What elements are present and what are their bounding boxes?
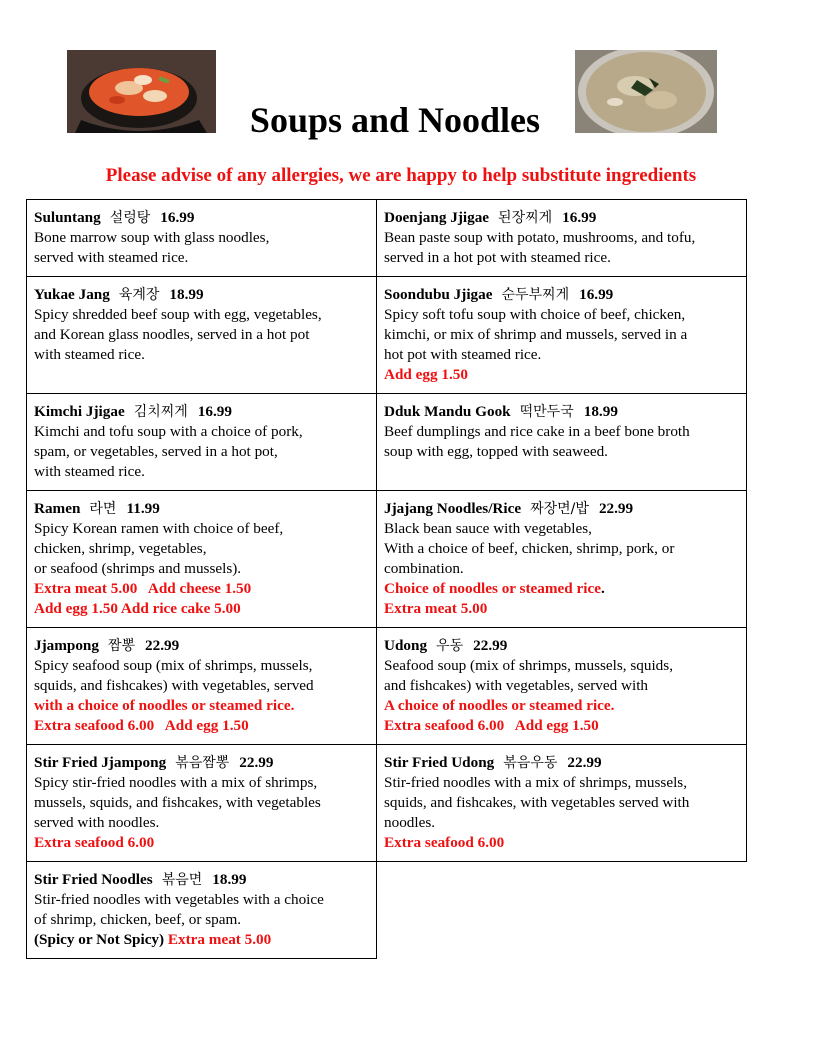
item-name: Yukae Jang bbox=[34, 286, 110, 303]
menu-row bbox=[26, 628, 748, 745]
item-name: Doenjang Jjigae bbox=[384, 209, 490, 226]
item-korean-name: 볶음면 bbox=[161, 872, 203, 888]
item-price: 16.99 bbox=[562, 209, 597, 226]
item-description: Stir-fried noodles with a mix of shrimps, mussels, bbox=[384, 774, 688, 791]
item-extra: Extra meat 5.00 bbox=[167, 931, 272, 948]
item-extra: Extra meat 5.00 Add cheese 1.50 bbox=[34, 580, 252, 597]
item-description: Bone marrow soup with glass noodles, bbox=[34, 229, 270, 246]
item-korean-name: 볶음짬뽕 bbox=[175, 755, 230, 771]
item-description: Spicy Korean ramen with choice of beef, bbox=[34, 520, 284, 537]
menu-item-kimchi-jjigae bbox=[26, 393, 377, 491]
item-korean-name: 떡만두국 bbox=[519, 404, 574, 420]
item-description: Spicy stir-fried noodles with a mix of shrimps, bbox=[34, 774, 318, 791]
item-description: soup with egg, topped with seaweed. bbox=[384, 443, 608, 460]
menu-item-stir-fried-udong bbox=[376, 744, 747, 862]
item-description: Spicy shredded beef soup with egg, vegetables, bbox=[34, 306, 322, 323]
menu-item-soondubu-jjigae bbox=[376, 276, 747, 394]
item-price: 18.99 bbox=[169, 286, 204, 303]
item-description: of shrimp, chicken, beef, or spam. bbox=[34, 911, 242, 928]
item-price: 18.99 bbox=[583, 403, 618, 420]
menu-row bbox=[26, 199, 748, 277]
item-name: Stir Fried Udong bbox=[384, 754, 495, 771]
item-name: Dduk Mandu Gook bbox=[384, 403, 511, 420]
item-extra: Extra seafood 6.00 Add egg 1.50 bbox=[384, 717, 599, 734]
item-extra: A choice of noodles or steamed rice. bbox=[384, 697, 615, 714]
item-korean-name: 설렁탕 bbox=[109, 210, 151, 226]
menu-item-udong bbox=[376, 627, 747, 745]
item-description: combination. bbox=[384, 560, 464, 577]
item-description: chicken, shrimp, vegetables, bbox=[34, 540, 207, 557]
item-description: Stir-fried noodles with vegetables with a choice bbox=[34, 891, 324, 908]
menu-row bbox=[26, 277, 748, 394]
item-korean-name: 육계장 bbox=[118, 287, 160, 303]
item-korean-name: 라면 bbox=[89, 501, 117, 517]
menu-item-suluntang bbox=[26, 199, 377, 277]
menu-row bbox=[26, 745, 748, 862]
item-price: 18.99 bbox=[212, 871, 247, 888]
item-name: Jjajang Noodles/Rice bbox=[384, 500, 522, 517]
item-description: spam, or vegetables, served in a hot pot, bbox=[34, 443, 278, 460]
item-extra: Extra meat 5.00 bbox=[384, 600, 488, 617]
item-description: Seafood soup (mix of shrimps, mussels, squids, bbox=[384, 657, 673, 674]
item-description: or seafood (shrimps and mussels). bbox=[34, 560, 242, 577]
item-description: hot pot with steamed rice. bbox=[384, 346, 542, 363]
item-description: and Korean glass noodles, served in a hot pot bbox=[34, 326, 310, 343]
item-name: Ramen bbox=[34, 500, 81, 517]
menu-grid bbox=[26, 199, 748, 959]
page-title: Soups and Noodles bbox=[249, 100, 541, 140]
item-price: 16.99 bbox=[197, 403, 232, 420]
item-description: served with steamed rice. bbox=[34, 249, 189, 266]
item-description: With a choice of beef, chicken, shrimp, pork, or bbox=[384, 540, 675, 557]
item-description: kimchi, or mix of shrimp and mussels, served in a bbox=[384, 326, 688, 343]
menu-item-doenjang-jjigae bbox=[376, 199, 747, 277]
item-price: 22.99 bbox=[239, 754, 274, 771]
item-korean-name: 볶음우동 bbox=[503, 755, 558, 771]
menu-row bbox=[26, 394, 748, 491]
item-korean-name: 순두부찌게 bbox=[501, 287, 570, 303]
menu-item-dduk-mandu-gook bbox=[376, 393, 747, 491]
item-korean-name: 우동 bbox=[436, 638, 464, 654]
item-description: with steamed rice. bbox=[34, 346, 145, 363]
item-description: Bean paste soup with potato, mushrooms, and tofu, bbox=[384, 229, 696, 246]
item-price: 16.99 bbox=[160, 209, 195, 226]
item-description: and fishcakes) with vegetables, served with bbox=[384, 677, 649, 694]
item-description: served in a hot pot with steamed rice. bbox=[384, 249, 611, 266]
item-price: 22.99 bbox=[145, 637, 180, 654]
item-extra: Add egg 1.50 bbox=[384, 366, 468, 383]
item-name: Jjampong bbox=[34, 637, 99, 654]
item-price: 22.99 bbox=[473, 637, 508, 654]
item-price: 22.99 bbox=[598, 500, 634, 517]
item-name: Soondubu Jjigae bbox=[384, 286, 493, 303]
item-note: (Spicy or Not Spicy) bbox=[34, 931, 165, 948]
item-price: 16.99 bbox=[579, 286, 614, 303]
item-name: Udong bbox=[384, 637, 428, 654]
allergy-notice: Please advise of any allergies, we are happy to help substitute ingredients bbox=[105, 165, 697, 186]
menu-item-stir-fried-jjampong bbox=[26, 744, 377, 862]
item-name: Stir Fried Noodles bbox=[34, 871, 153, 888]
item-description: noodles. bbox=[384, 814, 436, 831]
item-description: Black bean sauce with vegetables, bbox=[384, 520, 592, 537]
item-extra: Choice of noodles or steamed rice bbox=[384, 580, 601, 597]
item-korean-name: 짜장면/밥 bbox=[530, 501, 589, 517]
menu-row bbox=[26, 862, 748, 959]
item-name: Suluntang bbox=[34, 209, 101, 226]
item-description: with steamed rice. bbox=[34, 463, 145, 480]
item-name: Stir Fried Jjampong bbox=[34, 754, 167, 771]
item-price: 11.99 bbox=[126, 500, 160, 517]
item-extra: Extra seafood 6.00 bbox=[384, 834, 505, 851]
item-extra: Extra seafood 6.00 bbox=[34, 834, 155, 851]
menu-item-stir-fried-noodles bbox=[26, 861, 377, 959]
item-extra: Extra seafood 6.00 Add egg 1.50 bbox=[34, 717, 249, 734]
menu-row bbox=[26, 491, 748, 628]
item-description: squids, and fishcakes) with vegetables, served bbox=[34, 677, 314, 694]
menu-item-jjampong bbox=[26, 627, 377, 745]
item-extra-period: . bbox=[600, 580, 605, 597]
item-description: Kimchi and tofu soup with a choice of pork, bbox=[34, 423, 303, 440]
item-extra: Add egg 1.50 Add rice cake 5.00 bbox=[34, 600, 241, 617]
item-description: Spicy soft tofu soup with choice of beef, chicken, bbox=[384, 306, 686, 323]
item-extra: with a choice of noodles or steamed rice. bbox=[34, 697, 295, 714]
item-description: served with noodles. bbox=[34, 814, 160, 831]
item-price: 22.99 bbox=[567, 754, 602, 771]
menu-item-jjajang-noodles-rice bbox=[376, 490, 747, 628]
item-description: squids, and fishcakes, with vegetables served with bbox=[384, 794, 690, 811]
menu-item-ramen bbox=[26, 490, 377, 628]
item-korean-name: 된장찌게 bbox=[498, 210, 553, 226]
item-name: Kimchi Jjigae bbox=[34, 403, 125, 420]
item-korean-name: 김치찌게 bbox=[133, 404, 188, 420]
menu-item-yukae-jang bbox=[26, 276, 377, 394]
item-description: mussels, squids, and fishcakes, with vegetables bbox=[34, 794, 321, 811]
item-description: Beef dumplings and rice cake in a beef bone broth bbox=[384, 423, 690, 440]
item-korean-name: 짬뽕 bbox=[107, 638, 136, 654]
item-description: Spicy seafood soup (mix of shrimps, mussels, bbox=[34, 657, 313, 674]
